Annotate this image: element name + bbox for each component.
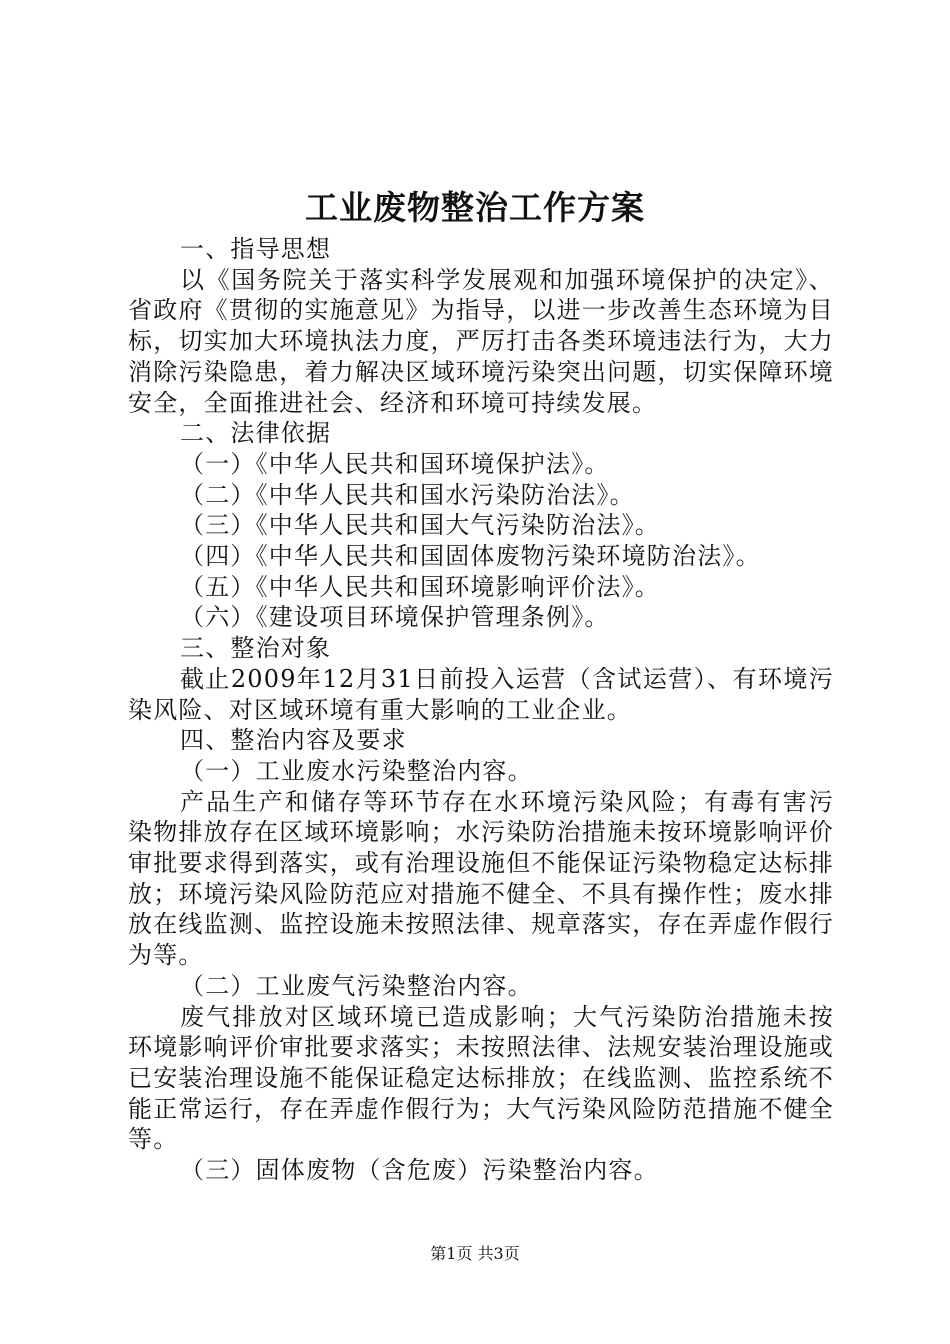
page-footer: 第1页 共3页: [430, 1244, 520, 1263]
legal-basis-item-4: （四）《中华人民共和国固体废物污染环境防治法》。: [180, 542, 761, 571]
section-heading-targets: 三、整治对象: [180, 634, 332, 663]
legal-basis-item-1: （一）《中华人民共和国环境保护法》。: [180, 449, 610, 478]
legal-basis-item-3: （三）《中华人民共和国大气污染防治法》。: [180, 511, 660, 540]
paragraph-guiding-ideology: 以《国务院关于落实科学发展观和加强环境保护的决定》、省政府《贯彻的实施意见》为指导，以进一步改善生态环境为目标，切实加大环境执法力度，严厉打击各类环境违法行为，大力消除污染隐患，着力解决区域环境污染突出问题，切实保障环境安全，全面推进社会、经济和环境可持续发展。: [128, 265, 834, 417]
subheading-solid-waste: （三）固体废物（含危废）污染整治内容。: [180, 1156, 659, 1185]
paragraph-wastewater: 产品生产和储存等环节存在水环境污染风险；有毒有害污染物排放存在区域环境影响；水污染防治措施未按环境影响评价审批要求得到落实，或有治理设施但不能保证污染物稳定达标排放；环境污染风险防范应对措施不健全、不具有操作性；废水排放在线监测、监控设施未按照法律、规章落实，存在弄虚作假行为等。: [128, 787, 834, 970]
legal-basis-item-6: （六）《建设项目环境保护管理条例》。: [180, 603, 610, 632]
paragraph-targets: 截止2009年12月31日前投入运营（含试运营）、有环境污染风险、对区域环境有重大影响的工业企业。: [128, 664, 834, 724]
section-heading-legal-basis: 二、法律依据: [180, 419, 332, 448]
section-heading-content-requirements: 四、整治内容及要求: [180, 726, 407, 755]
subheading-wastewater: （一）工业废水污染整治内容。: [180, 756, 533, 785]
subheading-waste-gas: （二）工业废气污染整治内容。: [180, 971, 533, 1000]
document-title: 工业废物整治工作方案: [305, 188, 645, 227]
legal-basis-item-5: （五）《中华人民共和国环境影响评价法》。: [180, 572, 660, 601]
document-body: [128, 234, 834, 1186]
legal-basis-item-2: （二）《中华人民共和国水污染防治法》。: [180, 480, 635, 509]
section-heading-guiding-ideology: 一、指导思想: [180, 235, 332, 263]
paragraph-waste-gas: 废气排放对区域环境已造成影响；大气污染防治措施未按环境影响评价审批要求落实；未按照法律、法规安装治理设施或已安装治理设施不能保证稳定达标排放；在线监测、监控系统不能正常运行，存在弄虚作假行为；大气污染风险防范措施不健全等。: [128, 1002, 834, 1154]
